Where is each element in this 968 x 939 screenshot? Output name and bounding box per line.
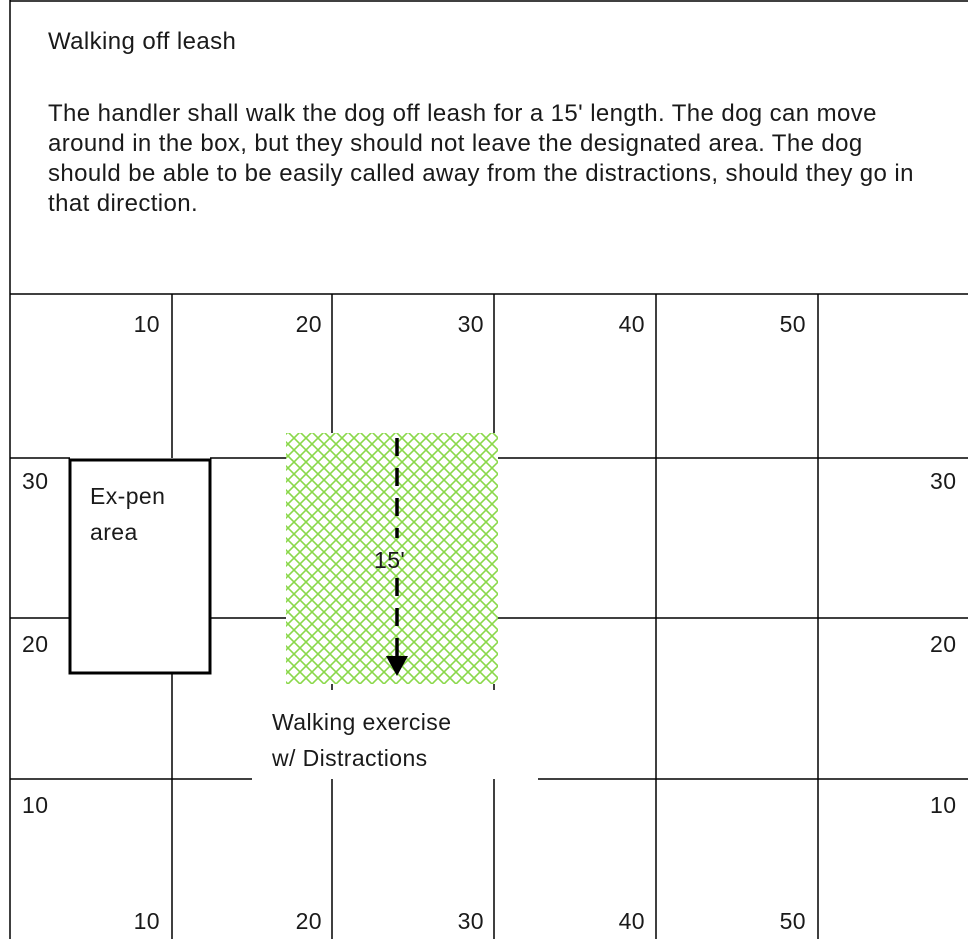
bottom-col-label-30: 30 [457, 908, 484, 934]
walking-caption-line1: Walking exercise [272, 709, 452, 735]
bottom-col-label-10: 10 [133, 908, 160, 934]
bottom-col-label-20: 20 [295, 908, 322, 934]
walking-caption-line2: w/ Distractions [272, 745, 428, 771]
exercise-description: The handler shall walk the dog off leash for a 15' length. The dog can move around in the box, but they should not leave the designated area. The dog should be able to be easily called away from the distractions, should they go in that direction. [48, 100, 914, 217]
top-col-label-50: 50 [779, 311, 806, 337]
top-col-label-30: 30 [457, 311, 484, 337]
right-row-label-20: 20 [930, 631, 957, 657]
bottom-col-label-40: 40 [618, 908, 645, 934]
bottom-col-label-50: 50 [779, 908, 806, 934]
right-row-label-30: 30 [930, 468, 957, 494]
expen-label-line2: area [90, 519, 138, 545]
distance-label: 15' [374, 547, 406, 573]
expen-label-line1: Ex-pen [90, 483, 166, 509]
top-col-label-10: 10 [133, 311, 160, 337]
left-row-label-20: 20 [22, 631, 49, 657]
left-row-label-10: 10 [22, 792, 49, 818]
left-row-label-30: 30 [22, 468, 49, 494]
right-row-label-10: 10 [930, 792, 957, 818]
top-col-label-40: 40 [618, 311, 645, 337]
page-title: Walking off leash [48, 28, 237, 55]
top-col-label-20: 20 [295, 311, 322, 337]
